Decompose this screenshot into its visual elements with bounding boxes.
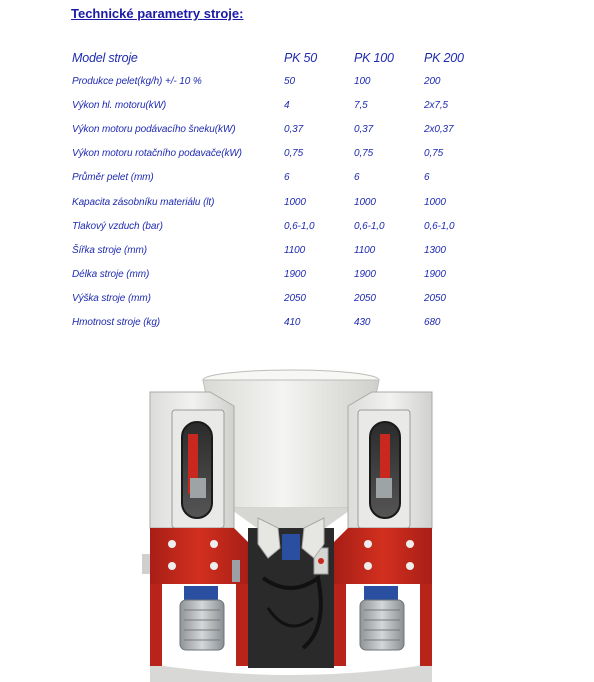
- table-row: [72, 238, 494, 262]
- cell-value: 1000: [284, 196, 306, 208]
- table-row: [72, 263, 494, 287]
- cell-value: 0,75: [284, 148, 304, 160]
- cell-value: 1900: [354, 269, 376, 281]
- cell-value: 6: [284, 172, 290, 184]
- cell-value: 1300: [424, 244, 446, 256]
- cell-value: 0,37: [284, 123, 304, 135]
- header-model-pk100: PK 100: [354, 50, 394, 65]
- row-label: Výkon motoru rotačního podavače(kW): [72, 148, 242, 160]
- left-press-unit: [142, 392, 248, 666]
- cell-value: 0,6-1,0: [284, 220, 315, 232]
- row-label: Produkce pelet(kg/h) +/- 10 %: [72, 75, 202, 87]
- table-row: [72, 142, 494, 166]
- cell-value: 0,37: [354, 123, 374, 135]
- cell-value: 7,5: [354, 99, 368, 111]
- cell-value: 50: [284, 75, 295, 87]
- table-row: [72, 311, 494, 335]
- row-label: Délka stroje (mm): [72, 269, 150, 281]
- table-row: [72, 117, 494, 141]
- cell-value: 200: [424, 75, 441, 87]
- cell-value: 2050: [424, 293, 446, 305]
- table-header-row: [72, 46, 494, 69]
- cell-value: 410: [284, 317, 301, 329]
- cell-value: 1000: [354, 196, 376, 208]
- machine-photo: [128, 348, 454, 682]
- header-model-label: Model stroje: [72, 50, 138, 65]
- table-row: [72, 214, 494, 238]
- cell-value: 4: [284, 99, 290, 111]
- row-label: Výkon motoru podávacího šneku(kW): [72, 123, 236, 135]
- page-title: Technické parametry stroje:: [71, 6, 244, 21]
- row-label: Průměr pelet (mm): [72, 172, 154, 184]
- row-label: Šířka stroje (mm): [72, 244, 147, 256]
- header-model-pk50: PK 50: [284, 50, 318, 65]
- cell-value: 2x0,37: [424, 123, 454, 135]
- cell-value: 6: [354, 172, 360, 184]
- cell-value: 430: [354, 317, 371, 329]
- row-label: Výkon hl. motoru(kW): [72, 99, 167, 111]
- cell-value: 100: [354, 75, 371, 87]
- cell-value: 680: [424, 317, 441, 329]
- cell-value: 1100: [354, 244, 376, 256]
- cell-value: 1900: [424, 269, 446, 281]
- header-model-pk200: PK 200: [424, 50, 464, 65]
- parameters-table: [72, 46, 494, 335]
- table-row: [72, 166, 494, 190]
- row-label: Výška stroje (mm): [72, 293, 151, 305]
- row-label: Kapacita zásobníku materiálu (lt): [72, 196, 215, 208]
- cell-value: 1000: [424, 196, 446, 208]
- cell-value: 6: [424, 172, 430, 184]
- table-row: [72, 93, 494, 117]
- cell-value: 0,75: [354, 148, 374, 160]
- cell-value: 0,6-1,0: [354, 220, 385, 232]
- cell-value: 2050: [284, 293, 306, 305]
- cell-value: 1100: [284, 244, 306, 256]
- table-row: [72, 287, 494, 311]
- cell-value: 1900: [284, 269, 306, 281]
- table-row: [72, 190, 494, 214]
- row-label: Tlakový vzduch (bar): [72, 220, 163, 232]
- cell-value: 0,6-1,0: [424, 220, 455, 232]
- cell-value: 0,75: [424, 148, 444, 160]
- row-label: Hmotnost stroje (kg): [72, 317, 161, 329]
- table-row: [72, 69, 494, 93]
- cell-value: 2x7,5: [424, 99, 448, 111]
- cell-value: 2050: [354, 293, 376, 305]
